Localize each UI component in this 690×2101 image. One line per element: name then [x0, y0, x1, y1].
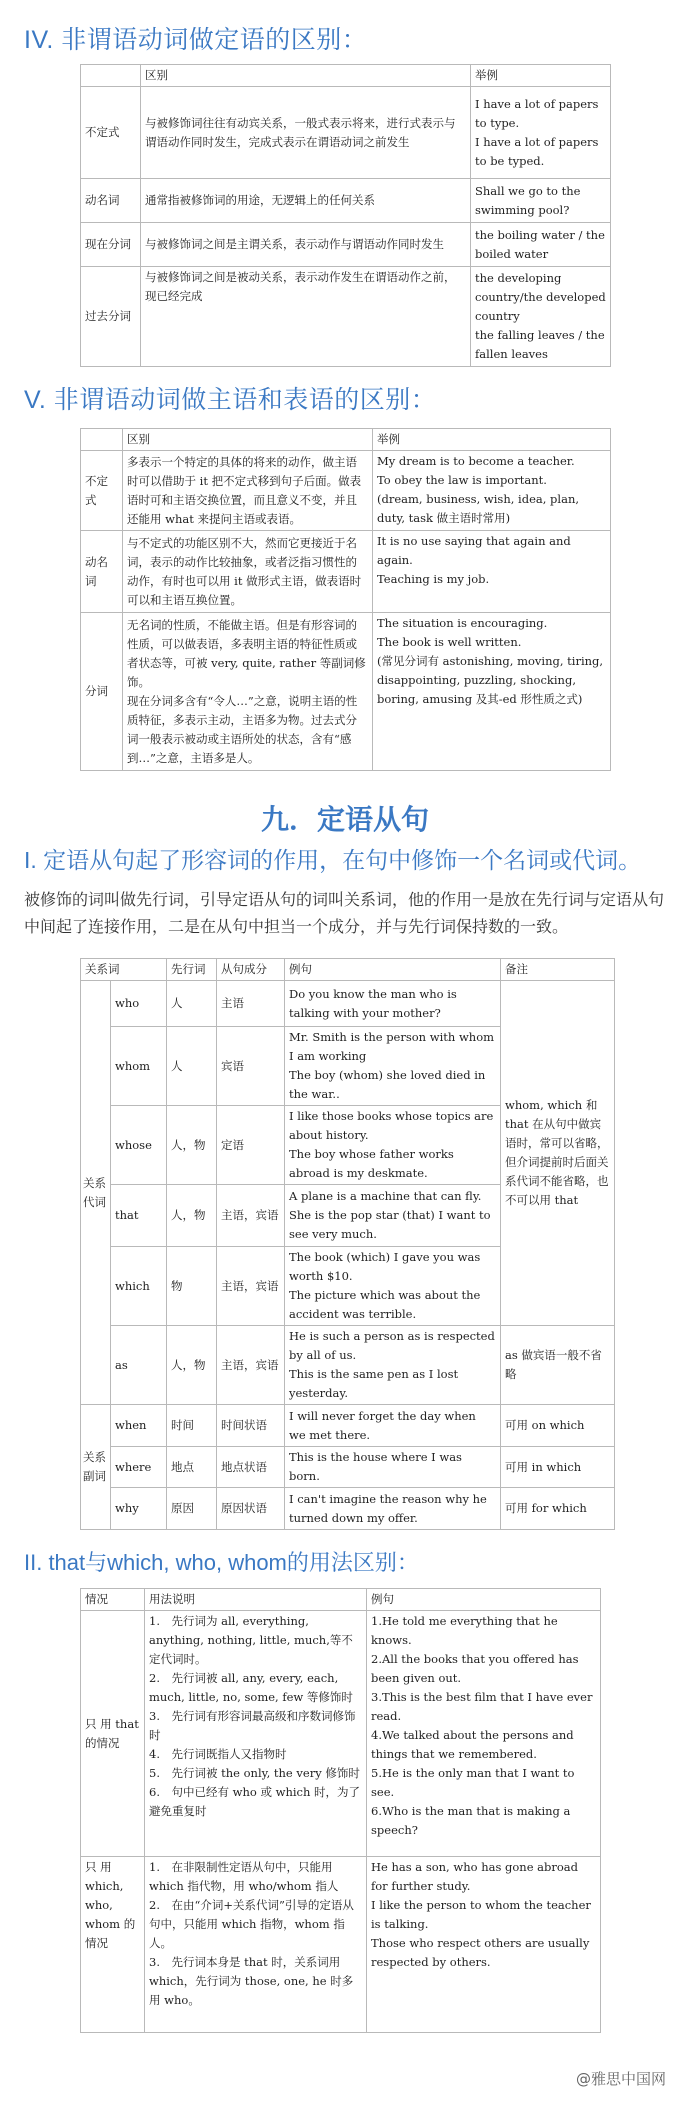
table-header-row	[81, 429, 611, 451]
table-header-cell: 例句	[285, 959, 501, 981]
table-row	[81, 981, 615, 1027]
clause-role: 原因状语	[217, 1488, 285, 1530]
row-example: the boiling water / the boiled water	[471, 223, 611, 267]
examples: He has a son, who has gone abroad for further study. I like the person to whom the teacher is talking. Those who respect others are usually respected by others.	[367, 1857, 601, 2033]
clause-role: 主语，宾语	[217, 1247, 285, 1326]
table-row	[81, 1611, 601, 1857]
row-label: 动名词	[81, 531, 123, 613]
example: I can't imagine the reason why he turned down my offer.	[285, 1488, 501, 1530]
row-label: 动名词	[81, 179, 141, 223]
table-relative-words	[80, 958, 615, 1530]
intro-paragraph: 被修饰的词叫做先行词，引导定语从句的词叫关系词，他的作用一是放在先行词与定语从句中间起了连接作用，二是在从句中担当一个成分，并与先行词保持数的一致。	[24, 890, 665, 936]
table-header-cell: 用法说明	[145, 1589, 367, 1611]
row-example: the developing country/the developed country the falling leaves / the fallen leaves	[471, 267, 611, 367]
example: He is such a person as is respected by all of us. This is the same pen as I lost yesterday.	[285, 1326, 501, 1405]
table-that-which	[80, 1588, 601, 2033]
row-difference: 与不定式的功能区别不大，然而它更接近于名词，表示的动作比较抽象，或者泛指习惯性的动作，有时也可以用 it 做形式主语，做表语时可以和主语互换位置。	[123, 531, 373, 613]
note-where: 可用 in which	[501, 1447, 615, 1488]
antecedent: 人，物	[167, 1326, 217, 1405]
rel-word: which	[111, 1247, 167, 1326]
table-row	[81, 451, 611, 531]
table-header-cell	[81, 429, 123, 451]
table-row	[81, 87, 611, 179]
section-4-title: IV. 非谓语动词做定语的区别：	[24, 26, 368, 54]
row-example: My dream is to become a teacher. To obey the law is important. (dream, business, wish, idea, plan, duty, task 做主语时常用)	[373, 451, 611, 531]
table-header-cell: 区别	[123, 429, 373, 451]
row-difference: 与被修饰词之间是主谓关系，表示动作与谓语动作同时发生	[141, 223, 471, 267]
row-label: 分词	[81, 613, 123, 771]
table-header-cell: 关系词	[81, 959, 167, 981]
table-row	[81, 1857, 601, 2033]
antecedent: 人，物	[167, 1185, 217, 1247]
row-example: It is no use saying that again and again. Teaching is my job.	[373, 531, 611, 613]
table-attributive	[80, 64, 611, 367]
table-row	[81, 267, 611, 367]
rel-word: when	[111, 1405, 167, 1447]
row-difference: 与被修饰词之间是被动关系，表示动作发生在谓语动作之前，现已经完成	[141, 267, 471, 367]
example: I will never forget the day when we met there.	[285, 1405, 501, 1447]
subsection-1-title: I. 定语从句起了形容词的作用，在句中修饰一个名词或代词。	[24, 847, 642, 873]
table-header-row	[81, 959, 615, 981]
rel-word: who	[111, 981, 167, 1027]
table-header-cell: 举例	[471, 65, 611, 87]
row-label: 不定式	[81, 451, 123, 531]
chapter-title: 九．定语从句	[260, 804, 429, 835]
table-row	[81, 1326, 615, 1405]
table-header-cell: 例句	[367, 1589, 601, 1611]
note-when: 可用 on which	[501, 1405, 615, 1447]
example: I like those books whose topics are about history. The boy whose father works abroad is my deskmate.	[285, 1106, 501, 1185]
usage-notes: 1. 在非限制性定语从句中，只能用 which 指代物，用 who/whom 指人 2. 在由“介词+关系代词”引导的定语从句中，只能用 which 指物，whom 指人。 3. 先行词本身是 that 时，关系词用 which，先行词为 those, one, he 时多用 who。	[145, 1857, 367, 2033]
row-label: 过去分词	[81, 267, 141, 367]
group-label-adverb: 关系副词	[81, 1405, 111, 1530]
section-5-title: V. 非谓语动词做主语和表语的区别：	[24, 386, 437, 414]
rel-word: as	[111, 1326, 167, 1405]
example: Do you know the man who is talking with your mother?	[285, 981, 501, 1027]
table-header-row	[81, 65, 611, 87]
table-header-cell: 举例	[373, 429, 611, 451]
clause-role: 主语	[217, 981, 285, 1027]
case-label: 只 用 which, who, whom 的情况	[81, 1857, 145, 2033]
row-example: The situation is encouraging. The book is well written. (常见分词有 astonishing, moving, tiring, disappointing, puzzling, shocking, boring, amusing 及其-ed 形性质之式)	[373, 613, 611, 771]
usage-notes: 1. 先行词为 all, everything, anything, nothing, little, much,等不定代词时。 2. 先行词被 all, any, every, each, much, little, no, some, few 等修饰时 3. 先行词有形容词最高级和序数词修饰时 4. 先行词既指人又指物时 5. 先行词被 the only, the very 修饰时 6. 句中已经有 who 或 which 时，为了避免重复时	[145, 1611, 367, 1857]
antecedent: 时间	[167, 1405, 217, 1447]
rel-word: that	[111, 1185, 167, 1247]
antecedent: 地点	[167, 1447, 217, 1488]
example: Mr. Smith is the person with whom I am working The boy (whom) she loved died in the war..	[285, 1027, 501, 1106]
rel-word: whom	[111, 1027, 167, 1106]
table-header-cell: 情况	[81, 1589, 145, 1611]
table-header-cell: 先行词	[167, 959, 217, 981]
rel-word: whose	[111, 1106, 167, 1185]
clause-role: 主语，宾语	[217, 1326, 285, 1405]
table-header-cell: 从句成分	[217, 959, 285, 981]
row-difference: 通常指被修饰词的用途，无逻辑上的任何关系	[141, 179, 471, 223]
row-label: 现在分词	[81, 223, 141, 267]
table-row	[81, 1488, 615, 1530]
table-header-row	[81, 1589, 601, 1611]
table-header-cell: 区别	[141, 65, 471, 87]
row-example: I have a lot of papers to type. I have a lot of papers to be typed.	[471, 87, 611, 179]
watermark: @雅思中国网	[575, 2070, 666, 2088]
clause-role: 定语	[217, 1106, 285, 1185]
table-row	[81, 531, 611, 613]
examples: 1.He told me everything that he knows. 2.All the books that you offered has been given out. 3.This is the best film that I have ever read. 4.We talked about the persons and things that we remembered. 5.He is the only man that I want to see. 6.Who is the man that is making a speech?	[367, 1611, 601, 1857]
rel-word: why	[111, 1488, 167, 1530]
antecedent: 人	[167, 1027, 217, 1106]
clause-role: 地点状语	[217, 1447, 285, 1488]
group-label-pronoun: 关系代词	[81, 981, 111, 1405]
subsection-2-title: II. that与which, who, whom的用法区别：	[24, 1550, 419, 1575]
antecedent: 人	[167, 981, 217, 1027]
row-difference: 无名词的性质，不能做主语。但是有形容词的性质，可以做表语，多表明主语的特征性质或者状态等，可被 very, quite, rather 等副词修饰。 现在分词多含有“令人…”之意，说明主语的性质特征，多表示主动，主语多为物。过去式分词一般表示被动或主语所处的状态，含有“感到…”之意，主语多是人。	[123, 613, 373, 771]
table-row	[81, 1405, 615, 1447]
row-difference: 与被修饰词往往有动宾关系，一般式表示将来，进行式表示与谓语动作同时发生，完成式表示在谓语动词之前发生	[141, 87, 471, 179]
table-row	[81, 613, 611, 771]
clause-role: 宾语	[217, 1027, 285, 1106]
example: The book (which) I gave you was worth $10. The picture which was about the accident was terrible.	[285, 1247, 501, 1326]
antecedent: 人，物	[167, 1106, 217, 1185]
table-header-cell	[81, 65, 141, 87]
note-as: as 做宾语一般不省略	[501, 1326, 615, 1405]
row-difference: 多表示一个特定的具体的将来的动作，做主语时可以借助于 it 把不定式移到句子后面。做表语时可和主语交换位置，而且意义不变，并且还能用 what 来提问主语或表语。	[123, 451, 373, 531]
table-row	[81, 179, 611, 223]
table-row	[81, 1447, 615, 1488]
case-label: 只 用 that 的情况	[81, 1611, 145, 1857]
antecedent: 物	[167, 1247, 217, 1326]
table-row	[81, 223, 611, 267]
example: A plane is a machine that can fly. She is the pop star (that) I want to see very much.	[285, 1185, 501, 1247]
table-subject-predicative	[80, 428, 611, 771]
row-label: 不定式	[81, 87, 141, 179]
antecedent: 原因	[167, 1488, 217, 1530]
row-example: Shall we go to the swimming pool?	[471, 179, 611, 223]
clause-role: 主语，宾语	[217, 1185, 285, 1247]
clause-role: 时间状语	[217, 1405, 285, 1447]
note-main: whom, which 和 that 在从句中做宾语时，常可以省略，但介词提前时后面关系代词不能省略，也不可以用 that	[501, 981, 615, 1326]
example: This is the house where I was born.	[285, 1447, 501, 1488]
note-why: 可用 for which	[501, 1488, 615, 1530]
rel-word: where	[111, 1447, 167, 1488]
table-header-cell: 备注	[501, 959, 615, 981]
